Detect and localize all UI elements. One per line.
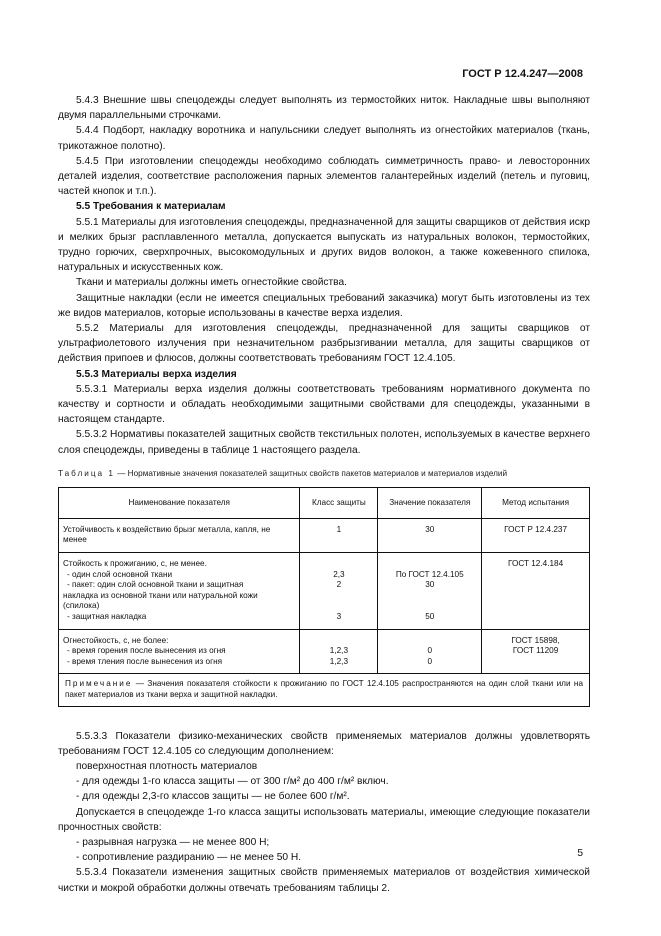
cell-line bbox=[304, 559, 373, 570]
document-code-header: ГОСТ Р 12.4.247—2008 bbox=[462, 68, 583, 80]
section-5-5-heading: 5.5 Требования к материалам bbox=[76, 201, 226, 213]
cell-line: - пакет: один слой основной ткани и защитная bbox=[67, 580, 244, 590]
cell-line bbox=[304, 591, 373, 602]
cell-line: 1,2,3 bbox=[329, 656, 348, 666]
paragraph-fabrics-fire-resistant: Ткани и материалы должны иметь огнестойкие свойства. bbox=[76, 277, 347, 289]
cell-line: - защитная накладка bbox=[67, 612, 147, 622]
table-row bbox=[59, 629, 590, 674]
cell-method bbox=[482, 629, 590, 674]
cell-class bbox=[300, 553, 378, 630]
cell-line: По ГОСТ 12.4.105 bbox=[395, 569, 464, 579]
cell-line: 30 bbox=[425, 580, 435, 590]
paragraph-5-5-3-2: 5.5.3.2 Нормативы показателей защитных свойств текстильных полотен, используемых в качестве верхнего слоя спецодежды, приведены в таблице 1 настоящего раздела. bbox=[58, 429, 590, 456]
paragraph-5-5-1: 5.5.1 Материалы для изготовления спецодежды, предназначенной для защиты сварщиков от действия искр и мелких брызг расплавленного металла, допускается выпускать из натуральных волокон, термостойких, трудно горючих, сверхпрочных, высокомодульных и других видов волокон, а также кожевенного спилока, натуральных и искусственных кож. bbox=[58, 216, 590, 274]
cell-line: - время тления после вынесения из огня bbox=[67, 656, 223, 666]
list-item: - для одежды 2,3-го классов защиты — не более 600 г/м². bbox=[76, 791, 350, 803]
note-label: Примечание bbox=[65, 679, 133, 689]
cell-line: накладка из основной ткани или натуральной кожи bbox=[63, 590, 258, 600]
table-1-caption bbox=[58, 468, 590, 479]
column-header-method: Метод испытания bbox=[482, 487, 590, 518]
table-note-row bbox=[59, 674, 590, 706]
cell-line bbox=[304, 601, 373, 612]
list-item: поверхностная плотность материалов bbox=[76, 761, 258, 772]
cell-line: 0 bbox=[427, 646, 433, 656]
cell-class: 1 bbox=[300, 518, 378, 552]
table-row bbox=[59, 553, 590, 630]
cell-line bbox=[382, 559, 477, 570]
cell-value bbox=[378, 629, 482, 674]
table-note bbox=[59, 674, 590, 706]
paragraph-protective-overlays: Защитные накладки (если не имеется специальных требований заказчика) могут быть изготовлены из тех же видов материалов, которые использованы в качестве верха изделия. bbox=[58, 292, 590, 319]
cell-line: 0 bbox=[427, 656, 433, 666]
table-1-title: — Нормативные значения показателей защитных свойств пакетов материалов и материалов изделий bbox=[114, 468, 508, 478]
paragraph-5-5-3-1: 5.5.3.1 Материалы верха изделия должны соответствовать требованиям нормативного документа по качеству и сортности и обладать необходимыми защитными свойствами для спецодежды, указанными в настоящем стандарте. bbox=[58, 383, 590, 426]
cell-class bbox=[300, 629, 378, 674]
cell-line: 50 bbox=[425, 612, 435, 622]
paragraph-strength-properties: Допускается в спецодежде 1-го класса защиты использовать материалы, имеющие следующие показатели прочностных свойств: bbox=[58, 806, 590, 833]
cell-line bbox=[382, 591, 477, 602]
page-body bbox=[58, 93, 590, 896]
paragraph-5-5-2: 5.5.2 Материалы для изготовления спецодежды, предназначенной для защиты сварщиков от ультрафиолетового излучения при незначительном разбрызгивании металла, для защиты сварщиков от действия припоев и флюсов, должны соответствовать требованиям ГОСТ 12.4.105. bbox=[58, 323, 590, 365]
cell-line bbox=[382, 601, 477, 612]
cell-name bbox=[59, 553, 300, 630]
cell-line: 2,3 bbox=[333, 569, 345, 579]
cell-method: ГОСТ Р 12.4.237 bbox=[482, 518, 590, 552]
paragraph-5-5-3-3: 5.5.3.3 Показатели физико-механических свойств применяемых материалов должны удовлетворять требованиям ГОСТ 12.4.105 со следующим дополнением: bbox=[58, 730, 590, 757]
cell-value bbox=[378, 553, 482, 630]
page-number: 5 bbox=[577, 848, 583, 859]
cell-line: ГОСТ 15898, bbox=[511, 635, 560, 645]
cell-name: Устойчивость к воздействию брызг металла, капля, не менее bbox=[59, 518, 300, 552]
cell-line bbox=[382, 636, 477, 647]
cell-line: Стойкость к прожиганию, с, не менее. bbox=[63, 559, 207, 569]
paragraph-5-5-3-4: 5.5.3.4 Показатели изменения защитных свойств применяемых материалов от воздействия химической чистки и мокрой обработки должны отвечать требованиям таблицы 2. bbox=[58, 867, 590, 894]
cell-line: - один слой основной ткани bbox=[67, 569, 173, 579]
cell-line: (спилока) bbox=[63, 601, 100, 611]
list-item: - для одежды 1-го класса защиты — от 300 г/м² до 400 г/м² включ. bbox=[76, 776, 389, 788]
paragraph-5-4-3: 5.4.3 Внешние швы спецодежды следует выполнять из термостойких ниток. Накладные швы выполняют двумя параллельными строчками. bbox=[58, 95, 590, 122]
cell-line: - время горения после вынесения из огня bbox=[67, 646, 226, 656]
table-row bbox=[59, 518, 590, 552]
cell-line: 3 bbox=[336, 612, 342, 622]
cell-line: ГОСТ 11209 bbox=[512, 646, 559, 656]
cell-name bbox=[59, 629, 300, 674]
section-5-5-3-heading: 5.5.3 Материалы верха изделия bbox=[76, 368, 237, 380]
column-header-class: Класс защиты bbox=[300, 487, 378, 518]
cell-method: ГОСТ 12.4.184 bbox=[482, 553, 590, 630]
column-header-value: Значение показателя bbox=[378, 487, 482, 518]
table-header-row bbox=[59, 487, 590, 518]
table-1 bbox=[58, 487, 590, 707]
table-1-label: Таблица 1 bbox=[58, 468, 115, 478]
cell-line: 2 bbox=[336, 580, 342, 590]
list-item: - сопротивление раздиранию — не менее 50 Н. bbox=[76, 852, 302, 864]
cell-line: 1,2,3 bbox=[329, 646, 348, 656]
cell-value: 30 bbox=[378, 518, 482, 552]
cell-line: Огнестойкость, с, не более: bbox=[63, 635, 169, 645]
paragraph-5-4-5: 5.4.5 При изготовлении спецодежды необходимо соблюдать симметричность право- и левосторонних деталей изделия, соответствие расположения парных элементов галантерейных изделий (петель и пуговиц, частей кнопок и т.п.). bbox=[58, 155, 590, 198]
note-text: — Значения показателя стойкости к прожиганию по ГОСТ 12.4.105 распространяются на один слой ткани или на пакет материалов из ткани верха и защитной накладки. bbox=[65, 679, 583, 699]
paragraph-5-4-4: 5.4.4 Подборт, накладку воротника и напульсники следует выполнять из огнестойких материалов (ткань, трикотажное полотно). bbox=[58, 125, 590, 152]
cell-line bbox=[304, 636, 373, 647]
column-header-name: Наименование показателя bbox=[59, 487, 300, 518]
list-item: - разрывная нагрузка — не менее 800 Н; bbox=[76, 837, 270, 849]
